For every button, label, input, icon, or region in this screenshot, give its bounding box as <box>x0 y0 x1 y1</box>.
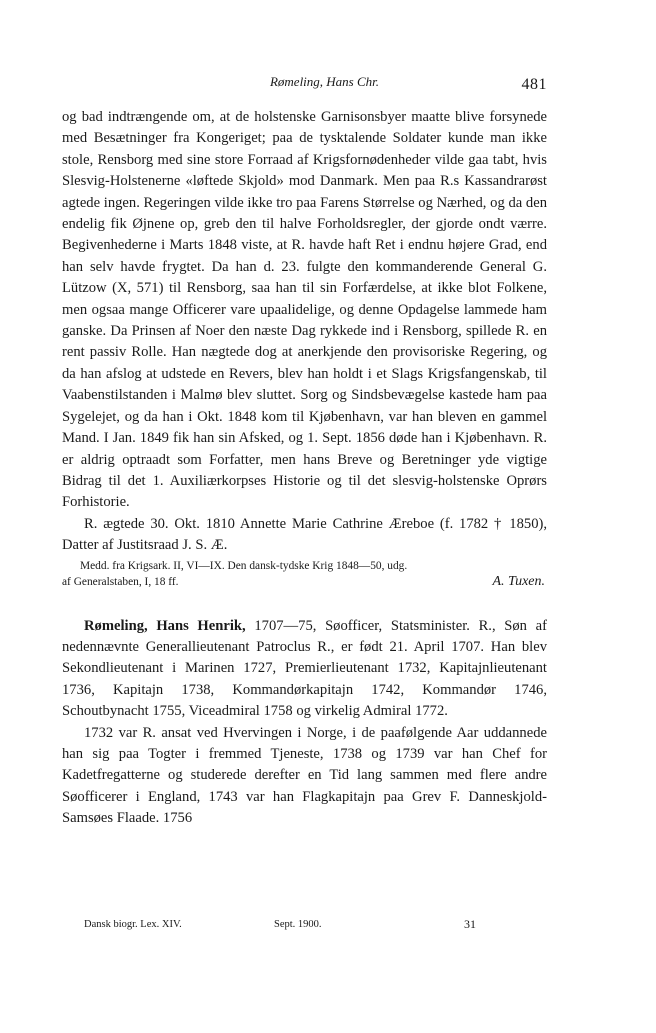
body-text <box>62 107 547 830</box>
entry1-paragraph-1: og bad indtrængende om, at de holstenske Garnisonsbyer maatte blive forsynede med Besætninger fra Kongeriget; paa de tysktalende Soldater kunde man ikke stole, Rensborg med sine store Forraad af Krigsfornødenheder vilde gaa tabt, hvis Slesvig-Holstenerne «løftede Skjold» mod Danmark. Men paa R.s Kassandrarøst agtede ingen. Regeringen vilde ikke tro paa Farens Størrelse og Nærhed, og da den endelig fik Øjnene op, greb den til halve Forholdsregler, der gjorde ondt værre. Begivenhederne i Marts 1848 viste, at R. havde haft Ret i endnu højere Grad, end han selv havde frygtet. Da han d. 23. fulgte den kommanderende General G. Lützow (X, 571) til Rensborg, saa han til sin Forfærdelse, at ikke blot Folkene, men ogsaa mange Officerer vare upaalidelige, og denne Opdagelse lammede ham ganske. Da Prinsen af Noer den næste Dag rykkede ind i Rensborg, spillede R. en rent passiv Rolle. Han nægtede dog at anerkjende den provisoriske Regering, og da han afslog at udstede en Revers, blev han holdt i et Slags Krigsfangenskab, til Vaabenstilstanden i Malmø blev sluttet. Sorg og Sindsbevægelse kastede ham paa Sygelejet, og da han i Okt. 1848 kom til Kjøbenhavn, var han bleven en gammel Mand. I Jan. 1849 fik han sin Afsked, og 1. Sept. 1856 døde han i Kjøbenhavn. R. er aldrig optraadt som Forfatter, men hans Breve og Beretninger yde vigtige Bidrag til det 1. Auxiliærkorpses Historie og til det slesvig-holstenske Oprørs Forhistorie. <box>62 109 547 511</box>
page-header <box>62 74 547 98</box>
entry1-paragraph-2: R. ægtede 30. Okt. 1810 Annette Marie Cathrine Æreboe (f. 1782 † 1850), Datter af Justitsraad J. S. Æ. <box>62 515 547 554</box>
entry1-sources-row <box>62 574 547 590</box>
entry1-sources-line-1: Medd. fra Krigsark. II, VI—IX. Den dansk-tydske Krig 1848—50, udg. <box>80 559 408 572</box>
footer-work-title: Dansk biogr. Lex. XIV. <box>84 919 182 930</box>
entry2-intro: 1707—75, Søofficer, Statsminister. R., Søn af nedennævnte Generallieutenant Patroclus R., er født 21. April 1707. Han blev Sekondlieutenant i Marinen 1727, Premierlieutenant 1732, Kapitajnlieutenant 1736, Kapitajn 1738, Kommandørkapitajn 1742, Kommandør 1746, Schoutbynacht 1755, Viceadmiral 1758 og virkelig Admiral 1772. <box>62 617 547 720</box>
running-title: Rømeling, Hans Chr. <box>269 74 380 89</box>
entry2-headword: Rømeling, Hans Henrik, <box>84 617 246 634</box>
entry1-sources-line-2: af Generalstaben, I, 18 ff. <box>62 575 179 588</box>
entry1-author: A. Tuxen. <box>492 573 545 589</box>
entry-separator <box>62 590 547 616</box>
page-footer <box>84 919 484 935</box>
footer-date: Sept. 1900. <box>274 919 322 930</box>
page-number: 481 <box>521 76 547 93</box>
entry2-paragraph-2: 1732 var R. ansat ved Hvervingen i Norge, i de paafølgende Aar uddannede han sig paa Togter i fremmed Tjeneste, 1738 og 1739 var han Chef for Kadetfregatterne og studerede derefter en Tid lang sammen med flere andre Søofficerer i England, 1743 var han Flagkapitajn paa Grev F. Danneskjold-Samsøes Flaade. 1756 <box>62 724 547 827</box>
entry2-paragraph-1 <box>62 616 547 723</box>
footer-signature-mark: 31 <box>464 917 476 931</box>
